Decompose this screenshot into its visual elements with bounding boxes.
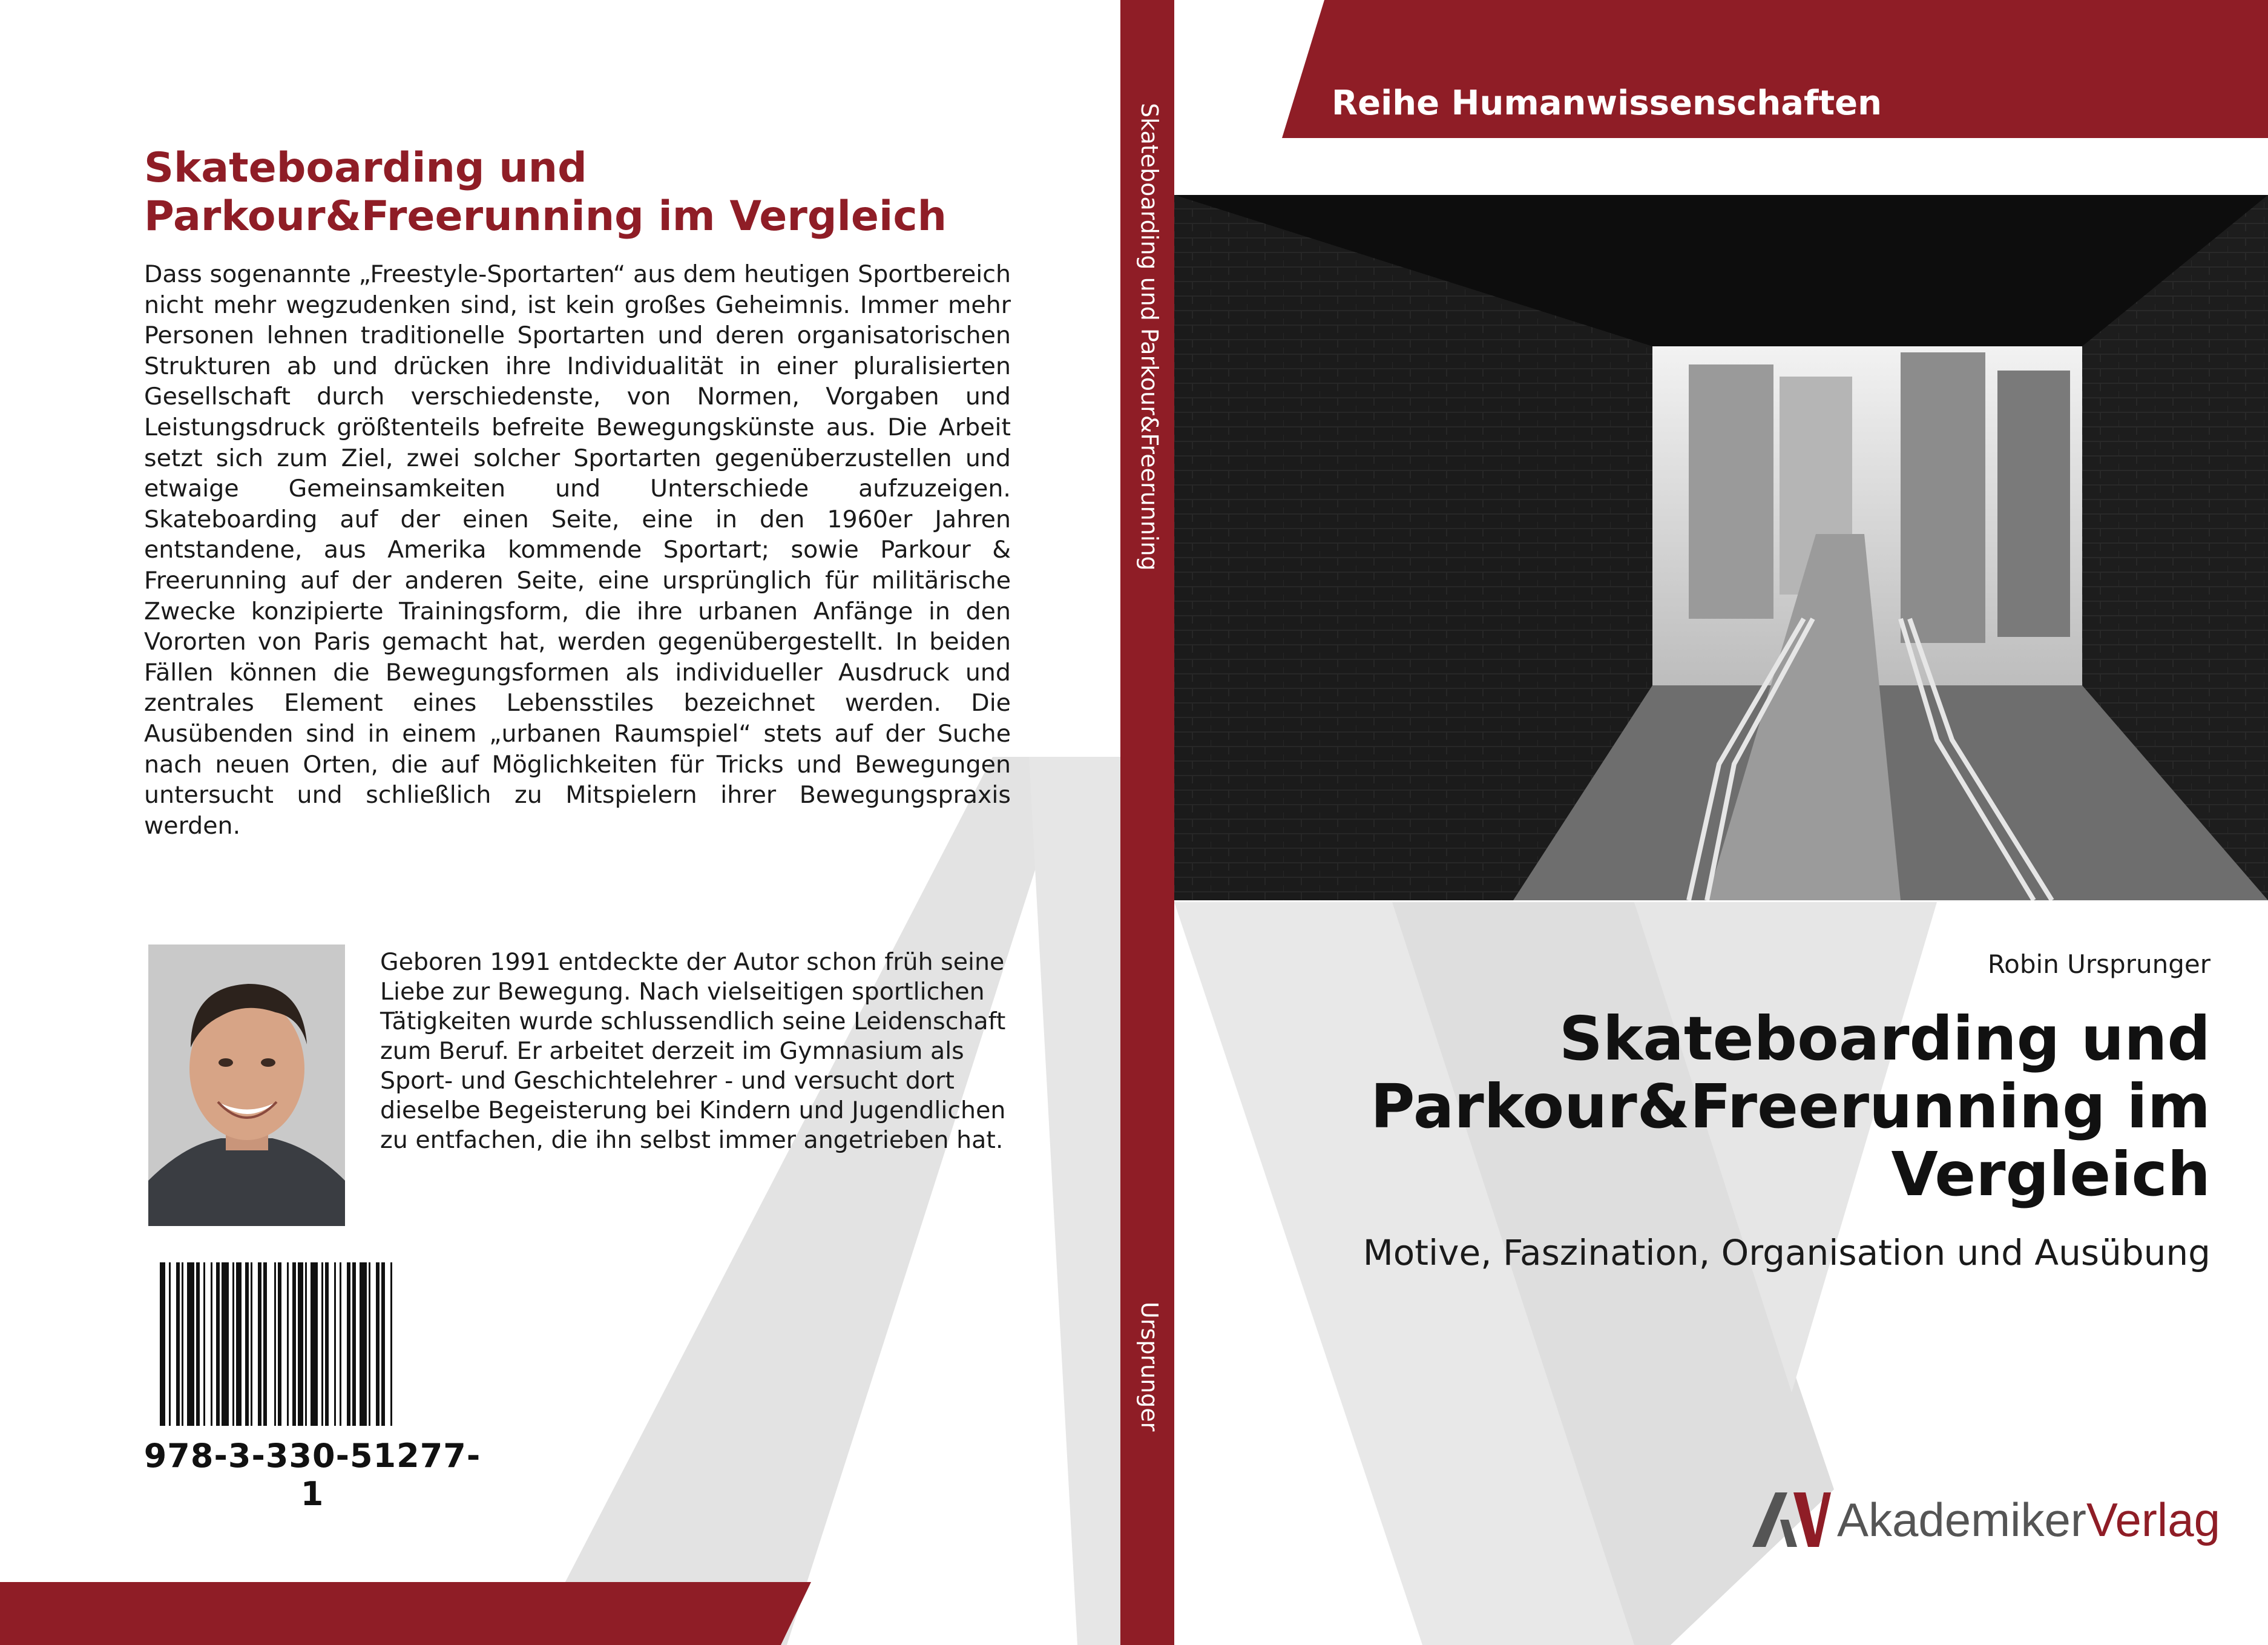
spine xyxy=(1120,0,1174,1645)
barcode-bar xyxy=(196,1262,200,1426)
barcode-bar xyxy=(222,1262,229,1426)
barcode xyxy=(143,1244,482,1513)
barcode-bar xyxy=(274,1262,276,1426)
barcode-bar xyxy=(203,1262,205,1426)
barcode-bar xyxy=(263,1262,267,1426)
back-cover-title: Skateboarding und Parkour&Freerunning im Vergleich xyxy=(144,144,947,240)
barcode-bar xyxy=(187,1262,194,1426)
barcode-bar xyxy=(245,1262,249,1426)
barcode-bar xyxy=(169,1262,171,1426)
barcode-bar xyxy=(390,1262,392,1426)
barcode-bar xyxy=(160,1262,165,1426)
barcode-bar xyxy=(216,1262,220,1426)
publisher-name-part1: Akademiker xyxy=(1837,1493,2086,1546)
barcode-bar xyxy=(311,1262,318,1426)
publisher-logo xyxy=(1752,1486,2220,1555)
barcode-bar xyxy=(347,1262,350,1426)
barcode-bar xyxy=(232,1262,234,1426)
isbn-number: 978-3-330-51277-1 xyxy=(143,1437,481,1513)
bottom-red-band xyxy=(0,1582,847,1645)
author-photo xyxy=(148,944,345,1226)
barcode-bar xyxy=(292,1262,296,1426)
spine-title: Skateboarding und Parkour&Freerunning xyxy=(1136,103,1163,571)
front-cover-title: Skateboarding und Parkour&Freerunning im Vergleich xyxy=(1370,1003,2210,1210)
barcode-bar xyxy=(340,1262,341,1426)
front-author-name: Robin Ursprunger xyxy=(1987,949,2210,979)
barcode-bar xyxy=(305,1262,307,1426)
barcode-bar xyxy=(369,1262,370,1426)
barcode-bar xyxy=(278,1262,281,1426)
barcode-bar xyxy=(334,1262,336,1426)
barcode-bar xyxy=(360,1262,367,1426)
av-logo-icon xyxy=(1752,1486,1831,1553)
barcode-bar xyxy=(182,1262,183,1426)
barcode-bar xyxy=(236,1262,242,1426)
barcode-bar xyxy=(298,1262,303,1426)
barcode-bar xyxy=(287,1262,289,1426)
barcode-bar xyxy=(352,1262,356,1426)
barcode-bar xyxy=(251,1262,252,1426)
barcode-bar xyxy=(321,1262,323,1426)
barcode-bar xyxy=(381,1262,385,1426)
barcode-bar xyxy=(176,1262,180,1426)
spine-author: Ursprunger xyxy=(1136,1302,1163,1432)
back-cover-blurb: Dass sogenannte „Freestyle-Sportarten“ aus dem heutigen Sportbereich nicht mehr wegzudenken sind, ist kein großes Geheimnis. Immer mehr Personen lehnen traditionelle Sportarten und deren organisatorischen Strukturen ab und drücken ihre Individualität in einer pluralisierten Gesellschaft durch verschiedenste, von Normen, Vorgaben und Leistungsdruck größtenteils befreite Bewegungskünste aus. Die Arbeit setzt sich zum Ziel, zwei solcher Sportarten gegenüberzustellen und etwaige Gemeinsamkeiten und Unterschiede aufzuzeigen. Skateboarding auf der einen Seite, eine in den 1960er Jahren entstandene, aus Amerika kommende Sportart; sowie Parkour & Freerunning auf der anderen Seite, eine ursprünglich für militärische Zwecke konzipierte Trainingsform, die ihre urbanen Anfänge in den Vororten von Paris gemacht hat, werden gegenübergestellt. In beiden Fällen können die Bewegungsformen als individueller Ausdruck und zentrales Element eines Lebensstiles bezeichnet werden. Die Ausübenden sind in einem „urbanen Raumspiel“ stets auf der Suche nach neuen Orten, die auf Möglichkeiten für Tricks und Bewegungen untersucht und schließlich zu Mitspielern ihrer Bewegungspraxis werden. xyxy=(144,260,1011,840)
alley-photo xyxy=(1174,195,2268,900)
barcode-bar xyxy=(325,1262,329,1426)
publisher-name-part2: Verlag xyxy=(2086,1493,2220,1546)
barcode-bar xyxy=(211,1262,212,1426)
series-label: Reihe Humanwissenschaften xyxy=(1332,84,1882,123)
front-cover-subtitle: Motive, Faszination, Organisation und Ausübung xyxy=(1362,1232,2210,1273)
author-bio: Geboren 1991 entdeckte der Autor schon früh seine Liebe zur Bewegung. Nach vielseitigen sportlichen Tätigkeiten wurde schlussendlich seine Leidenschaft zum Beruf. Er arbeitet derzeit im Gymnasium als Sport- und Geschichtelehrer - und versucht dort dieselbe Begeisterung bei Kindern und Jugendlichen zu entfachen, die ihn selbst immer angetrieben hat. xyxy=(380,948,1006,1154)
barcode-bar xyxy=(258,1262,261,1426)
barcode-bar xyxy=(376,1262,380,1426)
